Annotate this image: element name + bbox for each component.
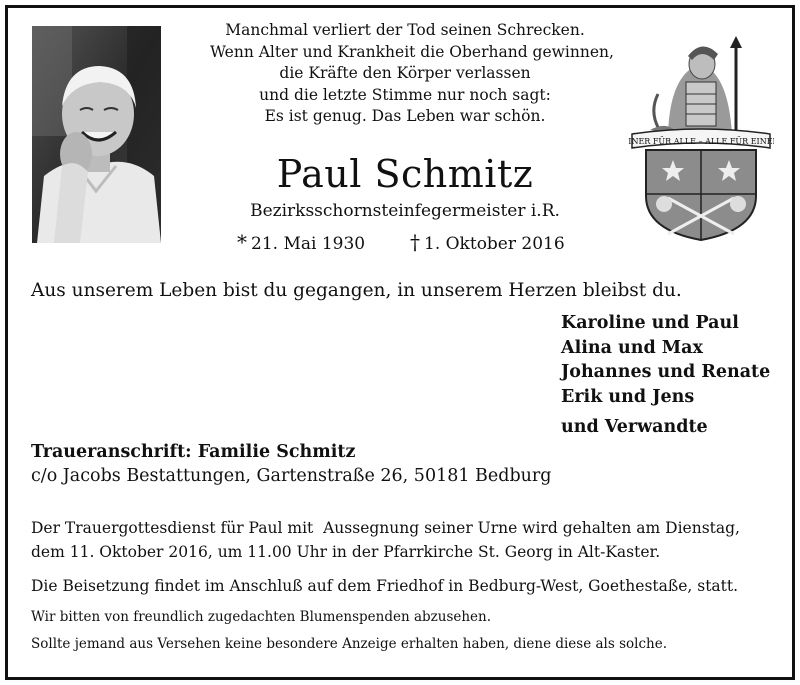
funeral-service-info: [31, 516, 740, 564]
cross-icon: †: [410, 230, 420, 254]
birth-date-text: 21. Mai 1930: [251, 234, 366, 254]
poem-line: und die letzte Stimme nur noch sagt:: [259, 85, 551, 104]
family-member: Alina und Max: [561, 337, 703, 358]
family-member: Johannes und Renate: [561, 362, 771, 382]
flowers-request: Wir bitten von freundlich zugedachten Blumenspenden abzusehen.: [31, 609, 492, 625]
address-line: c/o Jacobs Bestattungen, Gartenstraße 26, 50181 Bedburg: [31, 466, 552, 486]
birth-symbol: *: [237, 230, 247, 254]
deceased-name: Paul Schmitz: [276, 152, 534, 196]
memorial-poem: [210, 20, 614, 128]
memorial-line: Aus unserem Leben bist du gegangen, in unserem Herzen bleibst du.: [31, 280, 682, 301]
portrait-photo: [32, 26, 161, 243]
service-line: Der Trauergottesdienst für Paul mit Aussegnung seiner Urne wird gehalten am Dienstag,: [31, 519, 740, 537]
family-member: Erik und Jens: [561, 386, 695, 407]
service-line: dem 11. Oktober 2016, um 11.00 Uhr in der Pfarrkirche St. Georg in Alt-Kaster.: [31, 543, 661, 561]
guild-crest-emblem: [628, 34, 774, 242]
family-member: Karoline und Paul: [561, 313, 739, 333]
poem-line: Manchmal verliert der Tod seinen Schrecken.: [225, 21, 585, 39]
poem-line: Wenn Alter und Krankheit die Oberhand gewinnen,: [210, 42, 614, 61]
family-signatures: [561, 311, 770, 440]
birth-date: [237, 230, 365, 256]
address-heading: Traueranschrift: Familie Schmitz: [31, 442, 356, 462]
notice-disclaimer: Sollte jemand aus Versehen keine besondere Anzeige erhalten haben, diene diese als solche.: [31, 636, 667, 652]
burial-info: Die Beisetzung findet im Anschluß auf dem Friedhof in Bedburg-West, Goethestaße, statt.: [31, 577, 739, 595]
relatives-line: und Verwandte: [561, 417, 708, 437]
deceased-title: Bezirksschornsteinfegermeister i.R.: [250, 201, 560, 221]
poem-line: Es ist genug. Das Leben war schön.: [264, 107, 546, 125]
mourning-address: [31, 440, 552, 488]
death-date: [410, 230, 565, 256]
crest-motto: EINER FÜR ALLE – ALLE FÜR EINEN: [628, 137, 774, 146]
poem-line: die Kräfte den Körper verlassen: [279, 64, 531, 82]
death-date-text: 1. Oktober 2016: [424, 234, 565, 254]
